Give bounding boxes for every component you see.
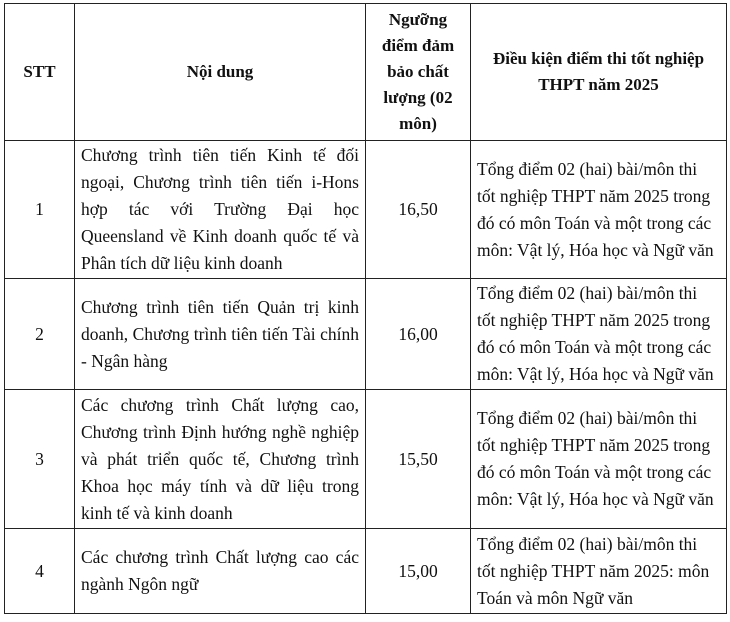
table-header-row bbox=[5, 4, 727, 141]
header-content: Nội dung bbox=[75, 4, 366, 141]
cell-content: Chương trình tiên tiến Kinh tế đối ngoại, Chương trình tiên tiến i-Hons hợp tác với Trường Đại học Queensland về Kinh doanh quốc tế và Phân tích dữ liệu kinh doanh bbox=[75, 141, 366, 279]
cell-content: Các chương trình Chất lượng cao các ngành Ngôn ngữ bbox=[75, 529, 366, 614]
cell-stt: 2 bbox=[5, 279, 75, 390]
cell-threshold: 15,50 bbox=[366, 390, 471, 529]
document-page bbox=[4, 3, 726, 614]
cell-threshold: 16,50 bbox=[366, 141, 471, 279]
cell-stt: 4 bbox=[5, 529, 75, 614]
table-row bbox=[5, 279, 727, 390]
cell-stt: 3 bbox=[5, 390, 75, 529]
cell-content: Chương trình tiên tiến Quản trị kinh doanh, Chương trình tiên tiến Tài chính - Ngân hàng bbox=[75, 279, 366, 390]
header-threshold: Ngưỡng điểm đảm bảo chất lượng (02 môn) bbox=[366, 4, 471, 141]
table-row bbox=[5, 529, 727, 614]
header-stt: STT bbox=[5, 4, 75, 141]
cell-threshold: 16,00 bbox=[366, 279, 471, 390]
cell-condition: Tổng điểm 02 (hai) bài/môn thi tốt nghiệp THPT năm 2025: môn Toán và môn Ngữ văn bbox=[471, 529, 727, 614]
admission-threshold-table bbox=[4, 3, 727, 614]
cell-condition: Tổng điểm 02 (hai) bài/môn thi tốt nghiệp THPT năm 2025 trong đó có môn Toán và một trong các môn: Vật lý, Hóa học và Ngữ văn bbox=[471, 390, 727, 529]
cell-stt: 1 bbox=[5, 141, 75, 279]
cell-content: Các chương trình Chất lượng cao, Chương trình Định hướng nghề nghiệp và phát triển quốc tế, Chương trình Khoa học máy tính và dữ liệu trong kinh tế và kinh doanh bbox=[75, 390, 366, 529]
header-condition: Điều kiện điểm thi tốt nghiệp THPT năm 2025 bbox=[471, 4, 727, 141]
cell-condition: Tổng điểm 02 (hai) bài/môn thi tốt nghiệp THPT năm 2025 trong đó có môn Toán và một trong các môn: Vật lý, Hóa học và Ngữ văn bbox=[471, 141, 727, 279]
table-row bbox=[5, 390, 727, 529]
table-row bbox=[5, 141, 727, 279]
cell-threshold: 15,00 bbox=[366, 529, 471, 614]
cell-condition: Tổng điểm 02 (hai) bài/môn thi tốt nghiệp THPT năm 2025 trong đó có môn Toán và một trong các môn: Vật lý, Hóa học và Ngữ văn bbox=[471, 279, 727, 390]
